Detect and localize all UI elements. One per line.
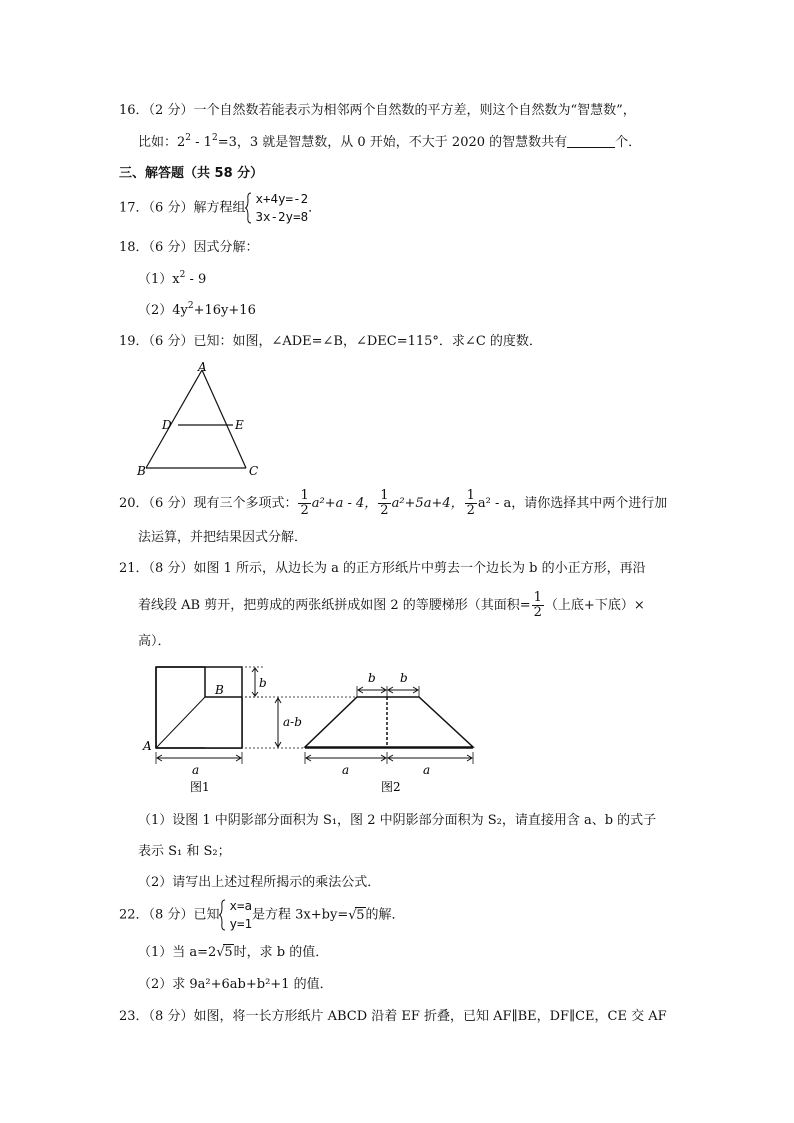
- fig1-caption: 图1: [190, 780, 210, 794]
- section-title: 三、解答题（共 58 分）: [119, 166, 264, 181]
- q22: 22．（8 分）已知 x=a y=1 是方程 3x+by= √ 5的解．: [119, 897, 405, 934]
- q23-text: 23．（8 分）如图，将一长方形纸片 ABCD 沿着 EF 折叠，已知 AF∥BE，DF∥CE，CE 交 AF: [119, 1009, 667, 1024]
- fraction-half: $\frac{1}{2}$: [466, 488, 475, 518]
- label-a-minus-b: a-b: [283, 715, 302, 729]
- fig2-caption: 图2: [381, 780, 401, 794]
- q18-part2: $(2)4y^2+16y+16$: [138, 301, 256, 318]
- q21-line2: 着线段 AB 剪开，把剪成的两张纸拼成如图 2 的等腰梯形（其面积= $\frac{1}{2}$ （上底+下底）×: [138, 590, 645, 620]
- q21-line1: 21．（8 分）如图 1 所示，从边长为 a 的正方形纸片中剪去一个边长为 b 的小正方形，再沿: [119, 561, 646, 576]
- q16-line2: 比如：$2^2 - 1^2=3$，3 就是智慧数，从 0 开始，不大于 2020 的智慧数共有 个．: [138, 133, 642, 150]
- q20-line1: 20．（6 分）现有三个多项式： $\frac{1}{2}$ a²+a - 4， $\frac{1}{2}$ a²+5a+4， $\frac{1}{2}$ a² - a，请你选择其中两个进行加: [119, 488, 668, 518]
- q20-line2: 法运算，并把结果因式分解．: [138, 530, 308, 545]
- q18-label: 18．（6 分）因式分解：: [119, 240, 259, 255]
- q22-sub2: （2）求 9a²+6ab+b²+1 的值．: [138, 977, 333, 992]
- equation-system: x+4y=-2 3x-2y=8: [245, 190, 308, 226]
- fraction-half: $\frac{1}{2}$: [533, 590, 542, 620]
- q21-line3: 高）．: [138, 634, 171, 649]
- q19-text: 19．（6 分）已知：如图，∠ADE=∠B，∠DEC=115°．求∠C 的度数．: [119, 334, 542, 349]
- brace-icon: [219, 899, 226, 931]
- label-b: b: [259, 676, 267, 690]
- fraction-half: $\frac{1}{2}$: [380, 488, 389, 518]
- label-a: a: [423, 763, 431, 777]
- sqrt: √ 5: [216, 945, 233, 960]
- fraction-half: $\frac{1}{2}$: [300, 488, 309, 518]
- label-B: B: [137, 464, 146, 478]
- label-B: B: [215, 683, 224, 697]
- q21-sub2: （2）请写出上述过程所揭示的乘法公式．: [138, 875, 381, 890]
- q17: 17．（6 分）解方程组 x+4y=-2 3x-2y=8 ．: [119, 191, 322, 224]
- q22-sub1: （1）当 a=2 √ 5时，求 b 的值．: [138, 945, 329, 960]
- label-A: A: [198, 362, 207, 374]
- answer-blank[interactable]: [567, 134, 615, 148]
- label-E: E: [235, 418, 244, 432]
- triangle-figure: [132, 362, 267, 480]
- label-A: A: [143, 739, 152, 753]
- q18-part1: $(1)x^2 - 9$: [138, 270, 207, 287]
- label-C: C: [249, 464, 259, 478]
- sqrt: √ 5: [348, 907, 365, 923]
- equation-system: x=a y=1: [219, 897, 252, 933]
- label-b: b: [368, 671, 376, 685]
- label-D: D: [162, 418, 172, 432]
- brace-icon: [245, 192, 252, 224]
- q21-sub1-line1: （1）设图 1 中阴影部分面积为 S₁，图 2 中阴影部分面积为 S₂，请直接用含 a、b 的式子: [138, 813, 657, 828]
- q21-figures: [135, 660, 485, 800]
- label-b: b: [400, 671, 408, 685]
- label-a: a: [342, 763, 350, 777]
- q16-line1: 16．（2 分）一个自然数若能表示为相邻两个自然数的平方差，则这个自然数为“智慧数”，: [119, 103, 636, 118]
- label-a: a: [192, 763, 200, 777]
- q21-sub1-line2: 表示 S₁ 和 S₂；: [138, 844, 231, 859]
